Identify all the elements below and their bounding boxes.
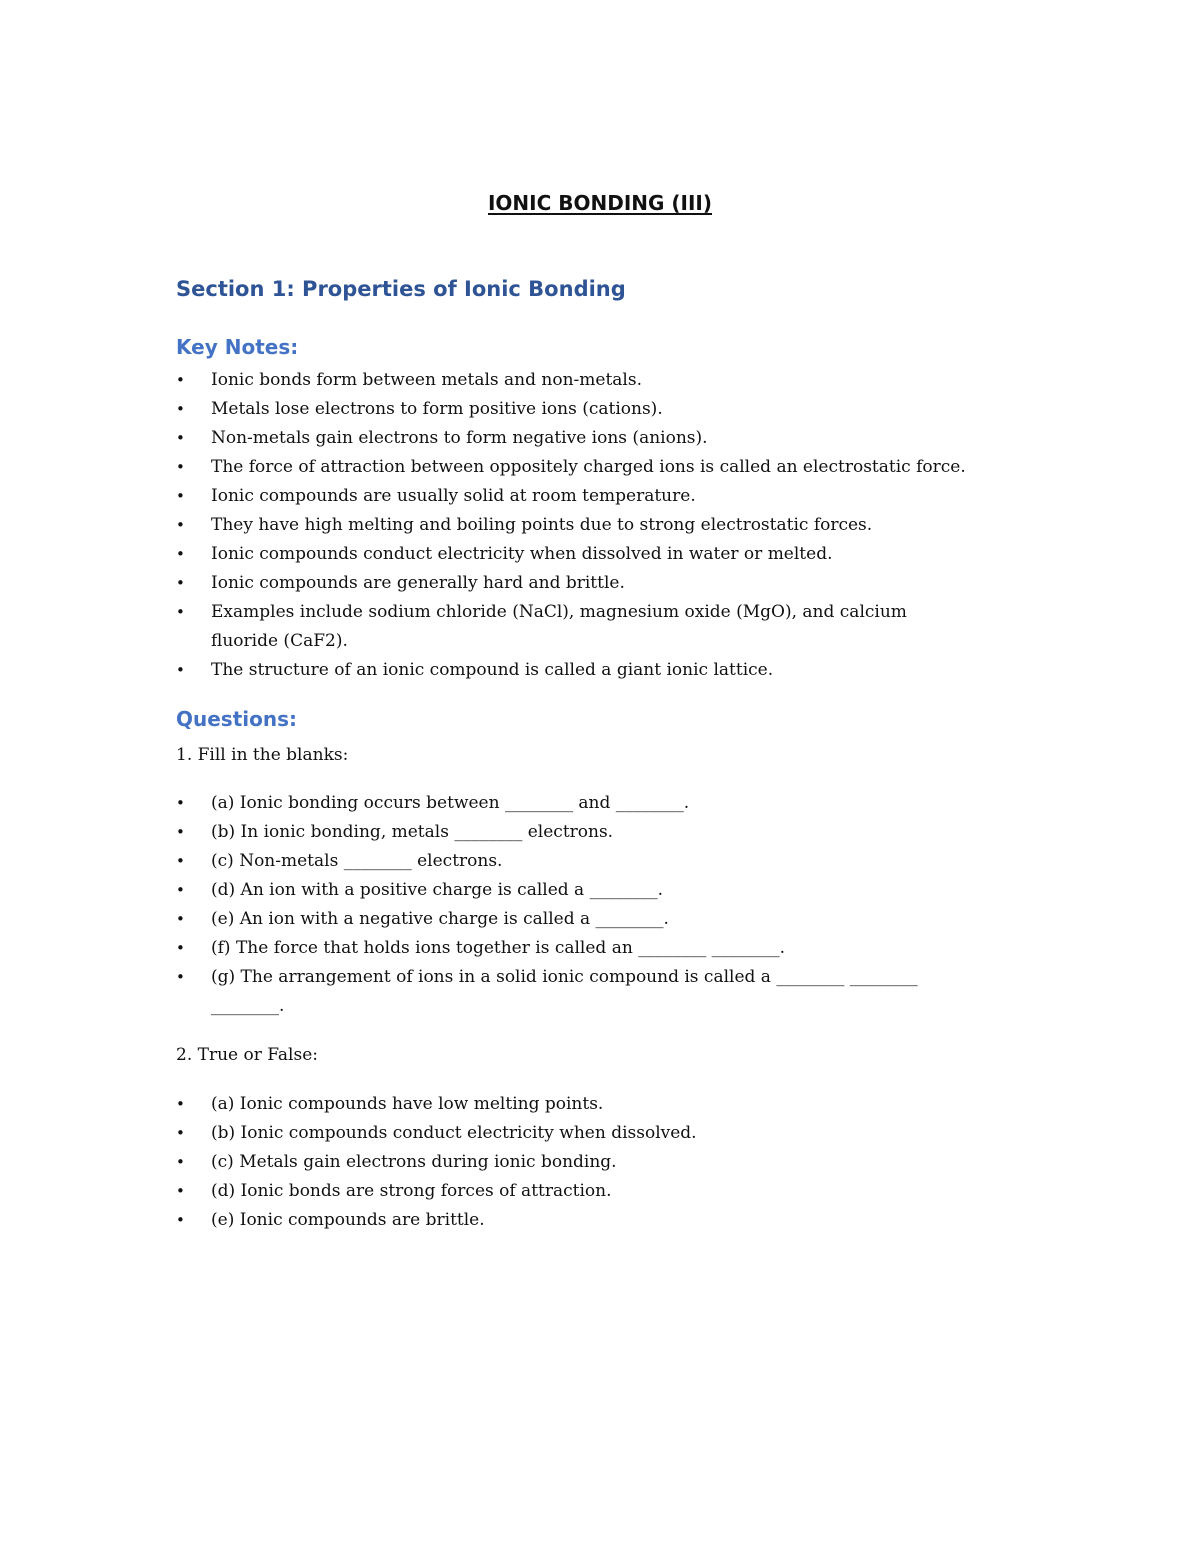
list-item: • (a) Ionic compounds have low melting points. xyxy=(176,1090,1016,1119)
key-notes-list xyxy=(176,366,1016,685)
list-item: • (e) An ion with a negative charge is called a ________. xyxy=(176,905,1016,934)
fill-in-blanks-list xyxy=(176,789,1016,1021)
list-item: • (d) Ionic bonds are strong forces of attraction. xyxy=(176,1177,1016,1206)
list-item: • The structure of an ionic compound is called a giant ionic lattice. xyxy=(176,656,1016,685)
list-item: • (b) Ionic compounds conduct electricity when dissolved. xyxy=(176,1119,1016,1148)
list-item: • (a) Ionic bonding occurs between ________ and ________. xyxy=(176,789,1016,818)
questions-heading: Questions: xyxy=(176,707,298,731)
list-item: • The force of attraction between oppositely charged ions is called an electrostatic force. xyxy=(176,453,1016,482)
question-1-label: 1. Fill in the blanks: xyxy=(176,745,349,765)
list-item: • (c) Metals gain electrons during ionic bonding. xyxy=(176,1148,1016,1177)
list-item: • (f) The force that holds ions together is called an ________ ________. xyxy=(176,934,1016,963)
list-item: • (g) The arrangement of ions in a solid ionic compound is called a ________ ________ ________. xyxy=(176,963,981,1021)
list-item: • (e) Ionic compounds are brittle. xyxy=(176,1206,1016,1235)
list-item: • (d) An ion with a positive charge is called a ________. xyxy=(176,876,1016,905)
document-title: IONIC BONDING (III) xyxy=(487,191,712,215)
list-item: • Examples include sodium chloride (NaCl), magnesium oxide (MgO), and calcium fluoride (CaF2). xyxy=(176,598,956,656)
list-item: • Ionic compounds are generally hard and brittle. xyxy=(176,569,1016,598)
section-heading: Section 1: Properties of Ionic Bonding xyxy=(176,277,626,301)
list-item: • (c) Non-metals ________ electrons. xyxy=(176,847,1016,876)
list-item: • Ionic bonds form between metals and non-metals. xyxy=(176,366,1016,395)
list-item: • Metals lose electrons to form positive ions (cations). xyxy=(176,395,1016,424)
list-item: • Ionic compounds conduct electricity when dissolved in water or melted. xyxy=(176,540,1016,569)
question-2-label: 2. True or False: xyxy=(176,1045,318,1065)
list-item: • Ionic compounds are usually solid at room temperature. xyxy=(176,482,1016,511)
list-item: • Non-metals gain electrons to form negative ions (anions). xyxy=(176,424,1016,453)
key-notes-heading: Key Notes: xyxy=(176,335,299,359)
list-item: • They have high melting and boiling points due to strong electrostatic forces. xyxy=(176,511,1016,540)
list-item: • (b) In ionic bonding, metals ________ electrons. xyxy=(176,818,1016,847)
true-false-list xyxy=(176,1090,1016,1235)
